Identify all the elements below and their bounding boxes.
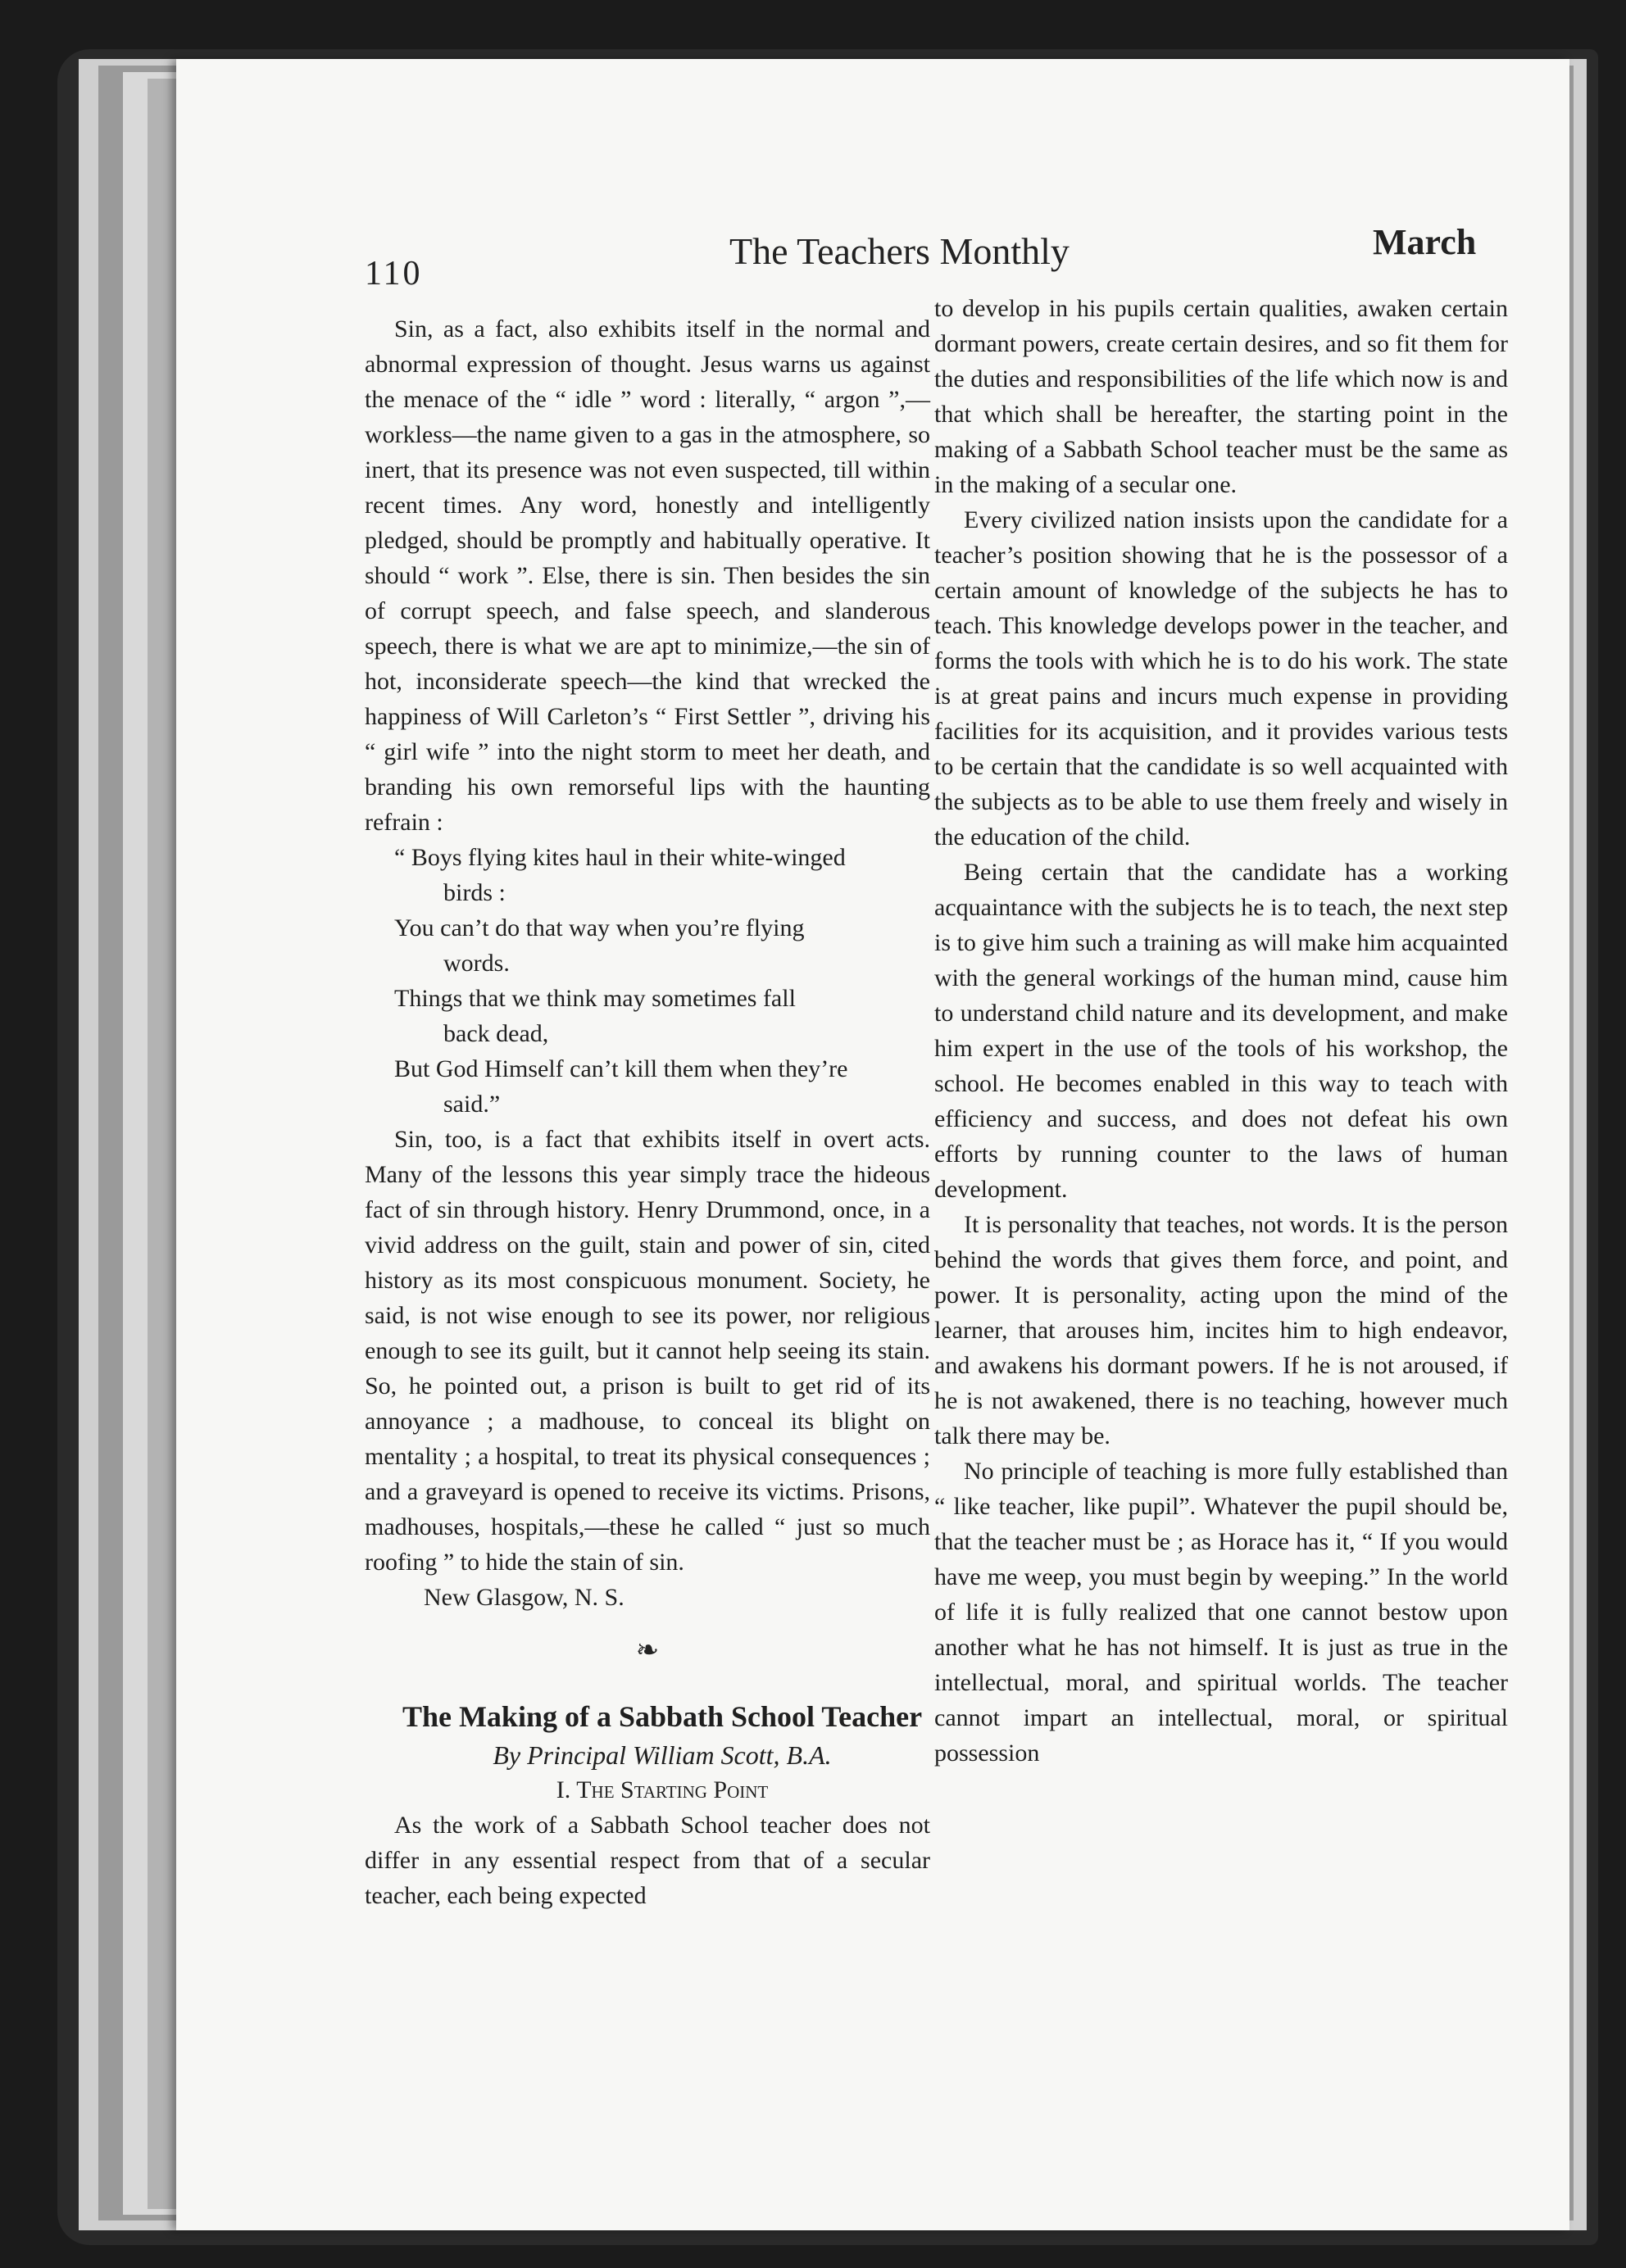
page-number: 110 (365, 255, 423, 293)
body-paragraph: Every civilized nation insists upon the candidate for a teacher’s position showing that he is the possessor of a certain amount of knowledge of the subjects he has to teach. This knowledge develops power in the teacher, and forms the tools with which he is to do his work. The state is at great pains and incurs much expense in providing facilities for its acquisition, and it provides various tests to be certain that the candidate is so well acquainted with the subjects as to be able to use them freely and wisely in the education of the child. (934, 506, 1508, 850)
section-heading: I. The Starting Point (556, 1776, 769, 1803)
article-byline: By Principal William Scott, B.A. (493, 1740, 832, 1770)
section-ornament-icon: ❧ (635, 1635, 660, 1666)
month-heading: March (1373, 222, 1477, 262)
poem-line-continuation: said.” (443, 1091, 501, 1118)
poem-line-continuation: back dead, (443, 1020, 549, 1047)
poem-line: “ Boys flying kites haul in their white-winged (394, 844, 846, 871)
place-signature: New Glasgow, N. S. (424, 1584, 625, 1611)
poem-quote (365, 840, 930, 1122)
body-paragraph: Sin, too, is a fact that exhibits itself in overt acts. Many of the lessons this year simply trace the hideous fact of sin through history. Henry Drummond, once, in a vivid address on the guilt, stain and power of sin, cited history as its most conspicuous monument. Society, he said, is not wise enough to see its power, nor religious enough to see its guilt, but it cannot help seeing its stain. So, he pointed out, a prison is built to get rid of its annoyance ; a madhouse, to conceal its blight on mentality ; a hospital, to treat its physical consequences ; and a graveyard is opened to receive its victims. Prisons, madhouses, hospitals,—these he called “ just so much roofing ” to hide the stain of sin. (365, 1126, 930, 1576)
left-column (365, 311, 930, 1913)
body-paragraph: to develop in his pupils certain qualities, awaken certain dormant powers, create certain desires, and so fit them for the duties and responsibilities of the life which now is and that which shall be hereafter, the starting point in the making of a Sabbath School teacher must be the same as in the making of a secular one. (934, 295, 1508, 498)
right-column (934, 291, 1508, 1771)
poem-line: Things that we think may sometimes fall (394, 985, 796, 1012)
running-title: The Teachers Monthly (729, 230, 1070, 272)
body-paragraph: No principle of teaching is more fully established than “ like teacher, like pupil”. Whatever the pupil should be, that the teacher must be ; as Horace has it, “ If you would have me weep, you must begin by weeping.” In the world of life it is fully realized that one cannot bestow upon another what he has not himself. It is just as true in the intellectual, moral, and spiritual worlds. The teacher cannot impart an intellectual, moral, or spiritual possession (934, 1458, 1508, 1767)
poem-line: But God Himself can’t kill them when they’re (394, 1055, 848, 1082)
poem-line-continuation: words. (443, 950, 510, 977)
body-paragraph: As the work of a Sabbath School teacher does not differ in any essential respect from that of a secular teacher, each being expected (365, 1812, 930, 1909)
body-paragraph: Sin, as a fact, also exhibits itself in the normal and abnormal expression of thought. Jesus warns us against the menace of the “ idle ” word : literally, “ argon ”,—workless—the name given to a gas in the atmosphere, so inert, that its presence was not even suspected, till within recent times. Any word, honestly and intelligently pledged, should be promptly and habitually operative. It should “ work ”. Else, there is sin. Then besides the sin of corrupt speech, and false speech, and slanderous speech, there is what we are apt to minimize,—the sin of hot, inconsiderate speech—the kind that wrecked the happiness of Will Carleton’s “ First Settler ”, driving his “ girl wife ” into the night storm to meet her death, and branding his own remorseful lips with the haunting refrain : (365, 315, 930, 836)
body-paragraph: Being certain that the candidate has a working acquaintance with the subjects he is to teach, the next step is to give him such a training as will make him acquainted with the general workings of the human mind, cause him to understand child nature and its development, and make him expert in the use of the tools of his workshop, the school. He becomes enabled in this way to teach with efficiency and success, and does not defeat his own efforts by running counter to the laws of human development. (934, 859, 1508, 1203)
body-paragraph: It is personality that teaches, not words. It is the person behind the words that gives them force, and point, and power. It is personality, acting upon the mind of the learner, that arouses him, incites him to high endeavor, and awakens his dormant powers. If he is not aroused, if he is not awakened, there is no teaching, however much talk there may be. (934, 1211, 1508, 1449)
poem-line: You can’t do that way when you’re flying (394, 914, 805, 941)
poem-line-continuation: birds : (443, 879, 506, 906)
article-title: The Making of a Sabbath School Teacher (402, 1700, 923, 1733)
